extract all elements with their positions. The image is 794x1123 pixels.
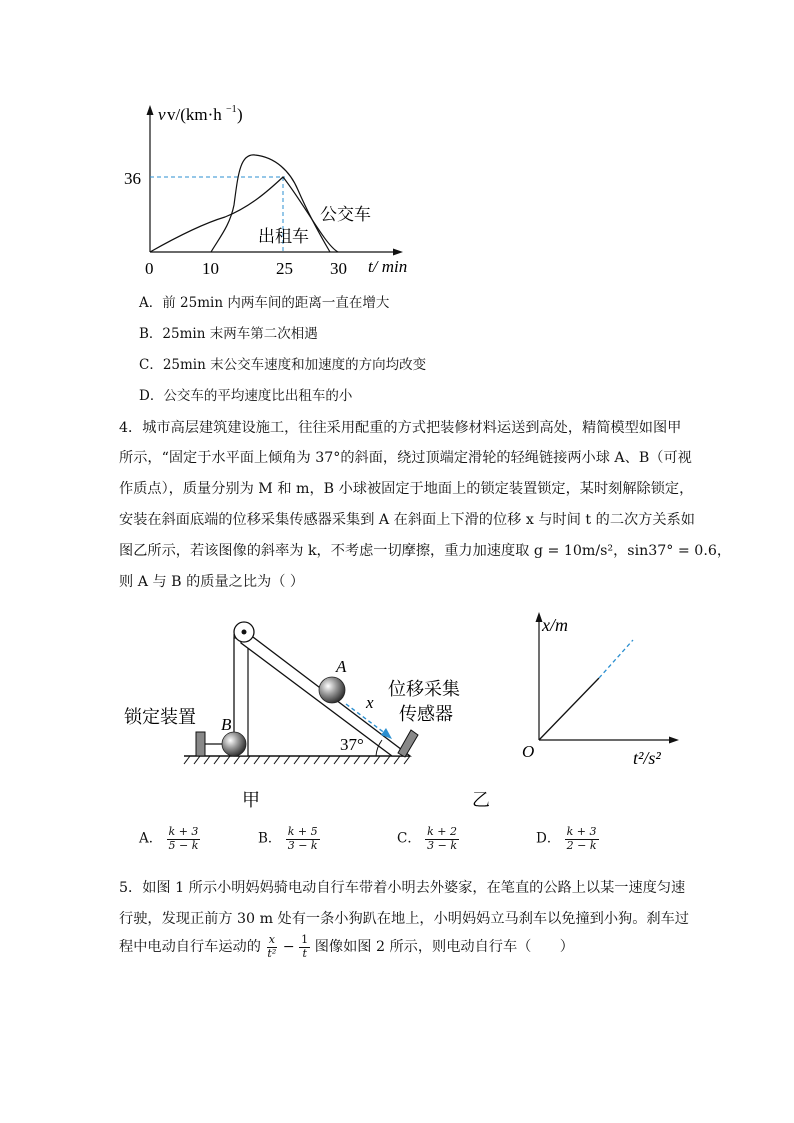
q3-option-c: C．25min 末公交车速度和加速度的方向均改变 [139, 357, 427, 373]
yi-origin: O [522, 742, 535, 761]
ground-hatch [184, 756, 410, 764]
vt-x-tick-0: 0 [145, 259, 154, 278]
label-b: B [221, 715, 232, 734]
vt-x-tick-25: 25 [276, 259, 293, 278]
q3-option-b: B．25min 末两车第二次相遇 [139, 326, 318, 342]
yi-x-label: t²/s² [633, 748, 661, 768]
q4-option-c: C． $\frac{k + 2}{3 - k}$ [397, 825, 458, 852]
q4-line-1: 4．城市高层建筑建设施工，往往采用配重的方式把装修材料运送到高处，精简模型如图甲 [119, 420, 682, 436]
sensor [398, 730, 418, 757]
vt-y-label-unit: v/(km·h [167, 105, 222, 124]
q4-line-2: 所示，“固定于水平面上倾角为 37°的斜面，绕过顶端定滑轮的轻绳链接两小球 A、B（可视 [119, 450, 692, 466]
q4-line-6: 则 A 与 B 的质量之比为（ ） [119, 574, 305, 590]
svg-text:v/(km·h [167, 105, 222, 124]
ball-b [222, 732, 246, 756]
caption-jia: 甲 [242, 790, 260, 810]
vt-y-label-sup: −1 [226, 104, 237, 115]
q5-line-3: 程中电动自行车运动的 $\frac{x}{\text{t²}}$ − $\frac{1}{t}$ 图像如图 2 所示，则电动自行车（ ） [119, 933, 574, 960]
vt-graph [110, 95, 430, 285]
vt-y-label-close: ) [237, 105, 243, 124]
label-sensor-1: 位移采集 [388, 679, 460, 699]
q3-option-a: A．前 25min 内两车间的距离一直在增大 [139, 295, 390, 311]
q3-option-d: D．公交车的平均速度比出租车的小 [139, 388, 353, 404]
vt-y-label: v [158, 105, 166, 124]
lock-device [196, 732, 205, 756]
bus-label: 公交车 [320, 205, 371, 224]
q4-line-4: 安装在斜面底端的位移采集传感器采集到 A 在斜面上下滑的位移 x 与时间 t 的二次方关系如 [119, 512, 695, 528]
figure-jia [120, 608, 490, 808]
pulley-axle [242, 630, 247, 635]
caption-yi: 乙 [472, 790, 490, 810]
label-sensor-2: 传感器 [399, 704, 453, 724]
vt-x-tick-10: 10 [202, 259, 219, 278]
label-a: A [336, 657, 347, 676]
yi-x-arrow [669, 737, 679, 744]
vt-x-tick-30: 30 [330, 259, 347, 278]
q4-line-3: 作质点），质量分别为 M 和 m，B 小球被固定于地面上的锁定装置锁定，某时刻解除锁定， [119, 481, 694, 497]
label-angle: 37° [340, 735, 364, 754]
q4-line-5: 图乙所示，若该图像的斜率为 k，不考虑一切摩擦，重力加速度取 g = 10m/s²，sin37° = 0.6， [119, 543, 732, 559]
q4-option-b: B． $\frac{k + 5}{3 - k}$ [258, 825, 318, 852]
label-x: x [366, 693, 374, 712]
yi-dashed-line [599, 640, 633, 678]
q4-option-a: A． $\frac{k + 3}{5 - k}$ [139, 825, 199, 852]
yi-y-label: x/m [542, 615, 568, 635]
label-lock: 锁定装置 [124, 707, 196, 727]
x-axis-arrow [393, 249, 403, 256]
vt-y-tick-36: 36 [124, 169, 141, 188]
yi-solid-line [539, 678, 599, 740]
frac-1-over-t: $\frac{1}{t}$ [301, 933, 309, 960]
q5-line-1: 5．如图 1 所示小明妈妈骑电动自行车带着小明去外婆家，在笔直的公路上以某一速度匀速 [119, 880, 686, 896]
ball-a [319, 677, 345, 703]
taxi-label: 出租车 [258, 227, 309, 246]
q5-line-2: 行驶，发现正前方 30 m 处有一条小狗趴在地上，小明妈妈立马刹车以免撞到小狗。刹车过 [119, 911, 689, 927]
figure-yi [472, 600, 695, 810]
y-axis-arrow [147, 105, 154, 115]
frac-x-over-t2: $\frac{x}{\text{t²}}$ [267, 933, 277, 960]
vt-x-label: t/ min [368, 257, 408, 276]
q4-option-d: D． $\frac{k + 3}{2 - k}$ [536, 825, 597, 852]
